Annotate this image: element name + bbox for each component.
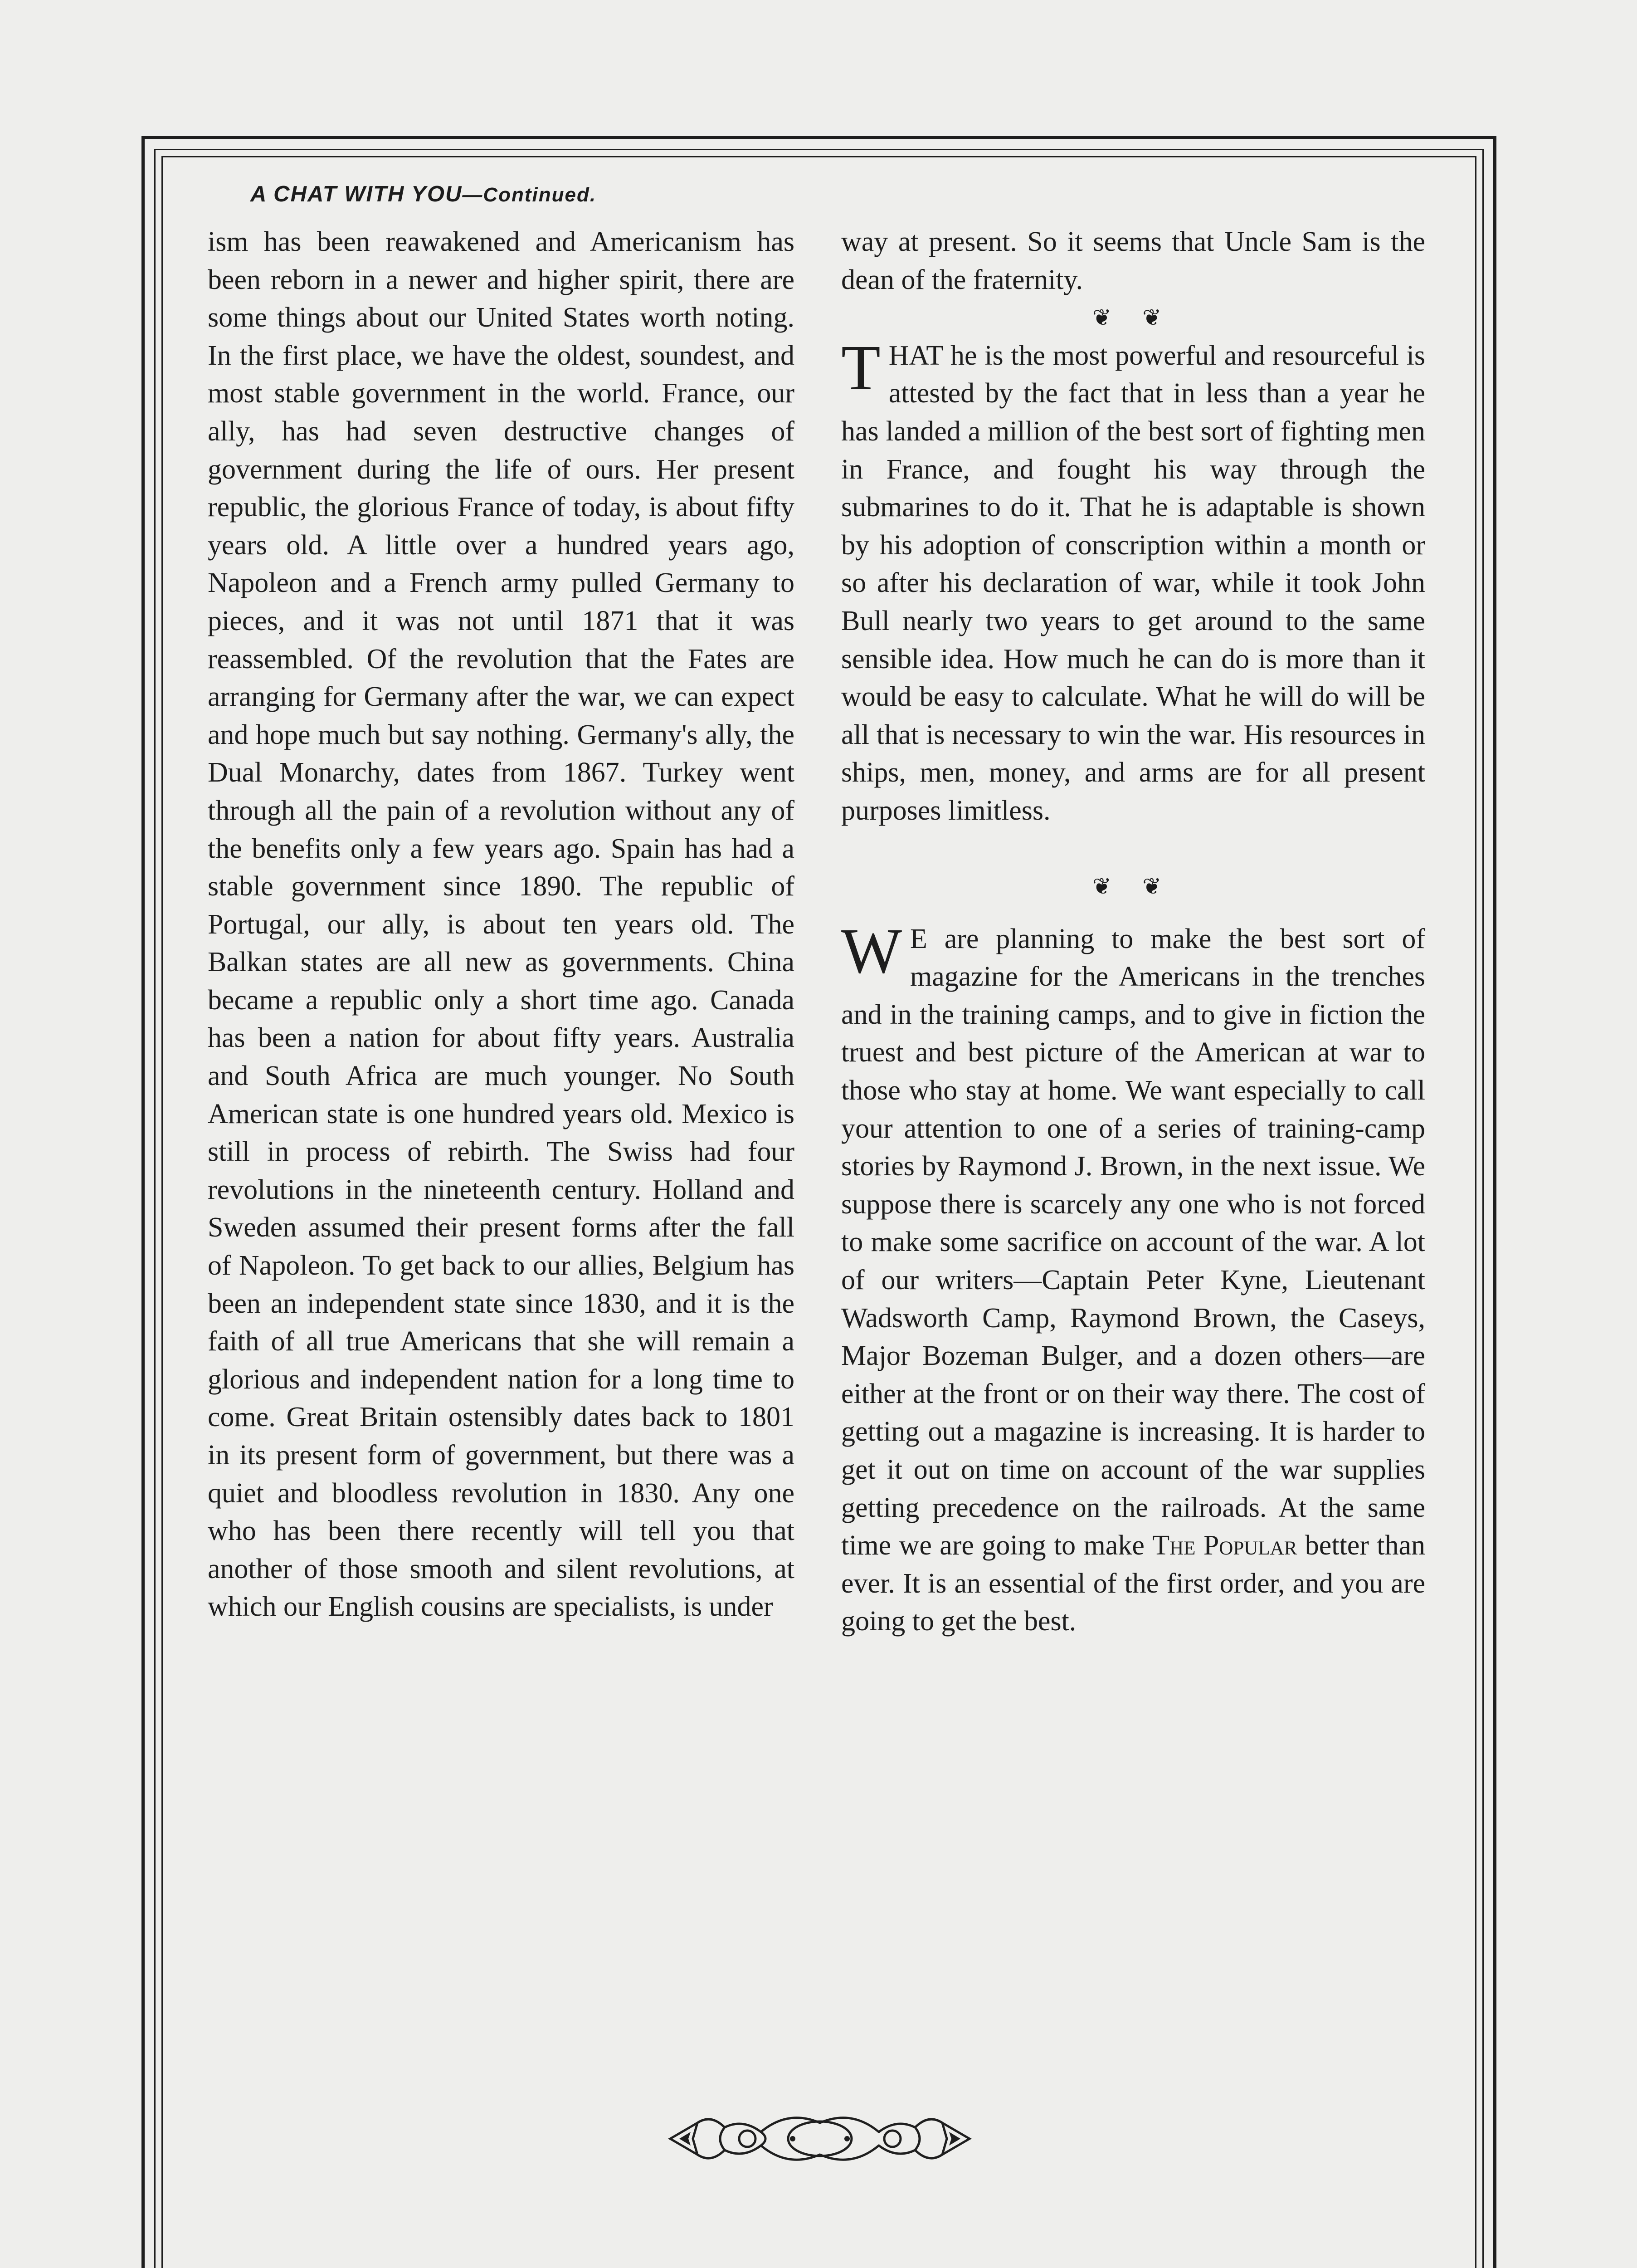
magazine-paragraph [841,914,1425,1641]
magazine-paragraph-end: better than ever. It is an essential of the first order, and you are going to get the best. [841,1530,1425,1637]
right-column [841,223,1425,1641]
paragraph-gap [841,830,1425,868]
left-column-text: ism has been reawakened and Americanism has been reborn in a newer and higher spirit, there are some things about our United States worth noting. In the first place, we have the oldest, soundest, and most stable government in the world. France, our ally, has had seven destructive changes of government during the life of ours. Her present republic, the glorious France of today, is about fifty years old. A little over a hundred years ago, Napoleon and a French army pulled Germany to pieces, and it was not until 1871 that it was reassembled. Of the revolution that the Fates are arranging for Germany after the war, we can expect and hope much but say nothing. Germany's ally, the Dual Monarchy, dates from 1867. Turkey went through all the pain of a revolution without any of the benefits only a few years ago. Spain has had a stable government since 1890. The republic of Portugal, our ally, is about ten years old. The Balkan states are all new as governments. China became a republic only a short time ago. Canada has been a nation for about fifty years. Australia and South Africa are much younger. No South American state is one hundred years old. Mexico is still in process of rebirth. The Swiss had four revolutions in the nineteenth century. Holland and Sweden assumed their present forms after the fall of Napoleon. To get back to our allies, Belgium has been an independent state since 1830, and it is the faith of all true Americans that she will remain a glorious and independent nation for a long time to come. Great Britain ostensibly dates back to 1801 in its present form of government, but there was a quiet and bloodless revolution in 1830. Any one who has been there recently will tell you that another of those smooth and silent revolutions, at which our English cousins are specialists, is under [208,226,794,1623]
left-column [208,223,794,1626]
section-ornament: ❦ ❦ [1092,874,1174,899]
magazine-name: The Popular [1152,1530,1297,1561]
drop-cap-t: T [841,331,881,403]
running-head-title: A CHAT WITH YOU [250,182,463,206]
running-head [250,181,596,207]
powerful-paragraph-text: HAT he is the most powerful and resourceful is attested by the fact that in less than a year he has landed a million of the best sort of fighting men in France, and fought his way through the submarines to do it. That he is adaptable is shown by his adoption of conscription within a month or so after his declaration of war, while it took John Bull nearly two years to get around to the same sensible idea. How much he can do is more than it would be easy to calculate. What he will do will be all that is necessary to win the war. His resources in ships, men, money, and arms are for all present purposes limitless. [841,340,1425,826]
decorative-tailpiece [657,2105,983,2173]
paragraph-gap [841,906,1425,920]
section-ornament: ❦ ❦ [1092,305,1174,331]
drop-cap-w: W [841,914,902,987]
magazine-paragraph-text: E are planning to make the best sort of magazine for the Americans in the trenches and in the training camps, and to give in fiction the truest and best picture of the American at war to those who stay at home. We want especially to call your attention to one of a series of training-camp stories by Raymond J. Brown, in the next issue. We suppose there is scarcely any one who is not forced to make some sacrifice on account of the war. A lot of our writers—Captain Peter Kyne, Lieutenant Wadsworth Camp, Raymond Brown, the Caseys, Major Bozeman Bulger, and a dozen others—are either at the front or on their way there. The cost of getting out a magazine is increasing. It is harder to get it out on time on account of the war supplies getting precedence on the railroads. At the same time we are going to make [841,923,1425,1561]
powerful-paragraph [841,331,1425,830]
intro-paragraph: way at present. So it seems that Uncle Sam is the dean of the fraternity. [841,226,1425,295]
running-head-suffix: —Continued. [462,184,597,206]
